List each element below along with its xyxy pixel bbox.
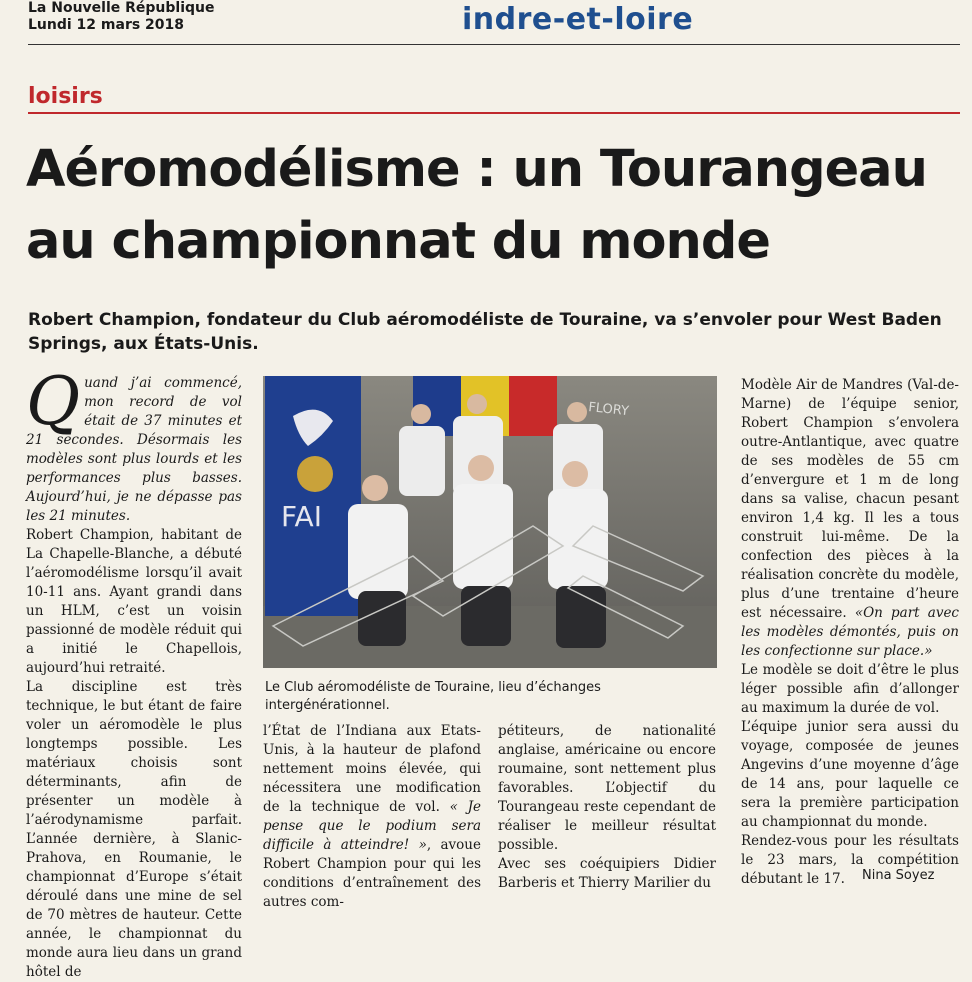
body-paragraph xyxy=(263,722,481,912)
publication-name: La Nouvelle République xyxy=(28,0,215,16)
publication-date: Lundi 12 mars 2018 xyxy=(28,17,185,33)
article-column-2 xyxy=(263,722,481,912)
body-paragraph: Le modèle se doit d’être le plus léger possible afin d’allonger au maximum la durée de vol. xyxy=(741,662,959,716)
edition-title: indre-et-loire xyxy=(462,2,694,37)
team-photo-illustration xyxy=(263,376,717,668)
headline xyxy=(26,134,927,278)
body-paragraph: Robert Champion, habitant de La Chapelle-Blanche, a débuté l’aéromodélisme lorsqu’il avait 10-11 ans. Ayant grandi dans un HLM, c’est un voisin passionné de modèle réduit qui a initié le Chapellois, aujourd’hui retraité. xyxy=(26,527,242,676)
body-paragraph: pétiteurs, de nationalité anglaise, américaine ou encore roumaine, sont nettement plus favorables. L’objectif du Tourangeau reste cependant de réaliser le meilleur résultat possible. xyxy=(498,723,716,853)
author-byline: Nina Soyez xyxy=(862,868,935,883)
body-text: , avoue Robert Champion pour qui les conditions d’entraînement des autres com- xyxy=(263,837,481,910)
article-column-4 xyxy=(741,376,959,889)
team-photo xyxy=(263,376,717,668)
drop-cap: Q xyxy=(26,363,81,440)
body-paragraph: Avec ses coéquipiers Didier Barberis et Thierry Marilier du xyxy=(498,856,716,891)
section-rule xyxy=(28,112,960,114)
photo-caption: Le Club aéromodéliste de Touraine, lieu d’échanges intergénérationnel. xyxy=(265,680,601,713)
headline-line-1: Aéromodélisme : un Tourangeau xyxy=(26,140,927,199)
wall-graffiti: FLORY xyxy=(587,400,630,420)
body-paragraph: La discipline est très technique, le but étant de faire voler un aéromodèle le plus longtemps possible. Les matériaux choisis sont déterminants, afin de présenter un modèle à l’aérodynamisme parfait. L’année dernière, à Slanic-Prahova, en Roumanie, le championnat d’Europe s’était déroulé dans une mine de sel de 70 mètres de hauteur. Cette année, le championnat du monde aura lieu dans un grand hôtel de xyxy=(26,679,242,980)
body-paragraph: L’équipe junior sera aussi du voyage, composée de jeunes Angevins d’une moyenne d’âge de 14 ans, pour laquelle ce sera la première participation au championnat du monde. xyxy=(741,719,959,830)
quote: « Je pense que le podium sera difficile à atteindre! » xyxy=(263,799,481,853)
body-paragraph xyxy=(741,376,959,661)
header-rule xyxy=(28,44,960,45)
section-label: loisirs xyxy=(28,84,103,109)
body-text: Modèle Air de Mandres (Val-de-Marne) de l’équipe senior, Robert Champion s’envolera outre-Antlantique, avec quatre de ses modèles de 55 cm d’envergure et 1 m de long dans sa valise, chacun pesant environ 1,4 kg. Il les a tous construit lui-même. De la confection des pièces à la réalisation concrète du modèle, plus d’une trentaine d’heure est nécessaire. xyxy=(741,377,959,621)
lead-quote: uand j’ai commencé, mon record de vol était de 37 minutes et 21 secondes. Désormais les modèles sont plus lourds et les performances plus basses. Aujourd’hui, je ne dépasse pas les 21 minutes. xyxy=(26,375,242,524)
lead-paragraph xyxy=(26,363,242,526)
article-column-1 xyxy=(26,363,242,982)
quote: «On part avec les modèles démontés, puis on les confectionne sur place.» xyxy=(741,605,959,659)
flag-text: FAI xyxy=(281,500,322,533)
masthead xyxy=(28,0,215,34)
headline-line-2: au championnat du monde xyxy=(26,212,770,271)
subheadline: Robert Champion, fondateur du Club aéromodéliste de Touraine, va s’envoler pour West Baden Springs, aux États-Unis. xyxy=(28,310,942,354)
article-column-3 xyxy=(498,722,716,893)
body-text: l’État de l’Indiana aux Etats-Unis, à la hauteur de plafond nettement moins élevée, qui nécessitera une modification de la technique de vol. xyxy=(263,723,481,815)
body-paragraph: Rendez-vous pour les résultats le 23 mars, la compétition débutant le 17. xyxy=(741,833,959,887)
